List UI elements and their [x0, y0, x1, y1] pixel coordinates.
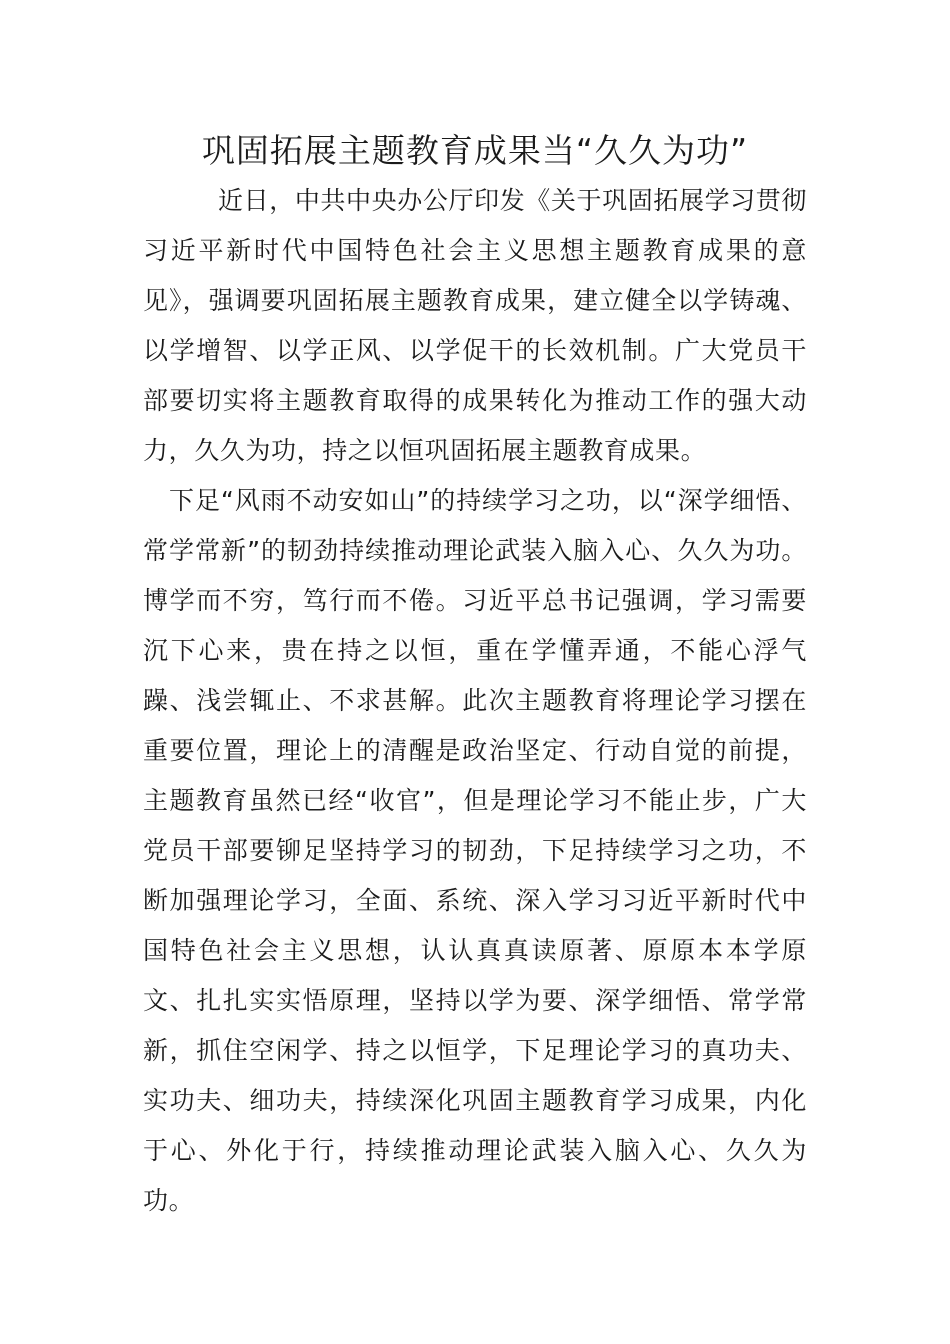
paragraph-2: 下足“风雨不动安如山”的持续学习之功，以“深学细悟、常学常新”的韧劲持续推动理论武装入脑入心、久久为功。博学而不穷，笃行而不倦。习近平总书记强调，学习需要沉下心来，贵在持之以恒，重在学懂弄通，不能心浮气躁、浅尝辄止、不求甚解。此次主题教育将理论学习摆在重要位置，理论上的清醒是政治坚定、行动自觉的前提，主题教育虽然已经“收官”，但是理论学习不能止步，广大党员干部要铆足坚持学习的韧劲，下足持续学习之功，不断加强理论学习，全面、系统、深入学习习近平新时代中国特色社会主义思想，认认真真读原著、原原本本学原文、扎扎实实悟原理，坚持以学为要、深学细悟、常学常新，抓住空闲学、持之以恒学，下足理论学习的真功夫、实功夫、细功夫，持续深化巩固主题教育学习成果，内化于心、外化于行，持续推动理论武装入脑入心、久久为功。: [143, 486, 807, 1215]
paragraph-1: 近日，中共中央办公厅印发《关于巩固拓展学习贯彻习近平新时代中国特色社会主义思想主题教育成果的意见》，强调要巩固拓展主题教育成果，建立健全以学铸魂、以学增智、以学正风、以学促干的长效机制。广大党员干部要切实将主题教育取得的成果转化为推动工作的强大动力，久久为功，持之以恒巩固拓展主题教育成果。: [143, 186, 807, 465]
document-title: 巩固拓展主题教育成果当“久久为功”: [201, 131, 749, 170]
